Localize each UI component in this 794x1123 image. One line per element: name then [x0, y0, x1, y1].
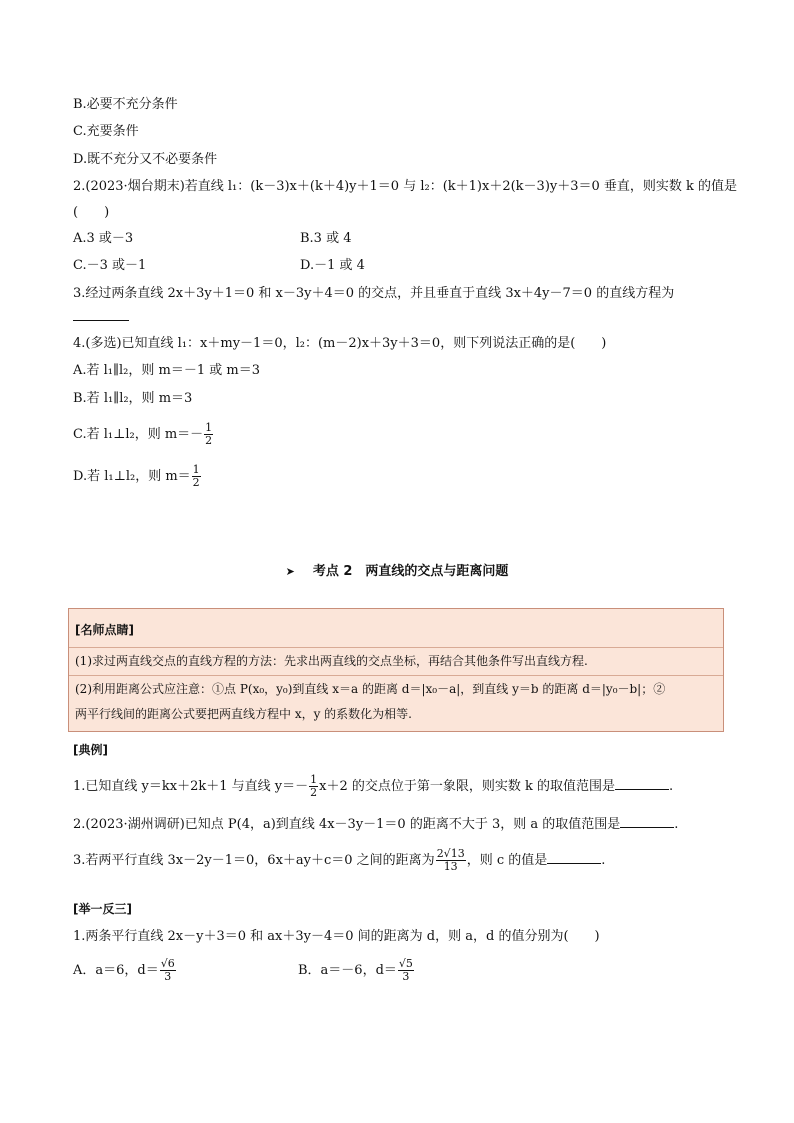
q3-answer-blank — [73, 308, 129, 327]
section-title-text: 考点 2 两直线的交点与距离问题 — [312, 564, 509, 579]
tip-divider — [69, 675, 723, 676]
period: . — [669, 779, 674, 794]
tip-point-1: (1)求过两直线交点的直线方程的方法：先求出两直线的交点坐标，再结合其他条件写出直线方程. — [75, 654, 588, 668]
q2-stem: 2.(2023·烟台期末)若直线 l₁：(k－3)x＋(k＋4)y＋1＝0 与 l₂：(k＋1)x＋2(k－3)y＋3＝0 垂直，则实数 k 的值是 — [73, 179, 738, 194]
section-title — [0, 560, 794, 579]
q3-stem: 3.经过两条直线 2x＋3y＋1＝0 和 x－3y＋4＝0 的交点，并且垂直于直线 3x＋4y－7＝0 的直线方程为 — [73, 286, 675, 301]
example-2-blank — [620, 815, 674, 828]
q4-option-d — [73, 460, 202, 494]
q1-option-d: D.既不充分又不必要条件 — [73, 152, 218, 167]
example-1-text-suffix: x＋2 的交点位于第一象限，则实数 k 的取值范围是 — [319, 779, 616, 794]
practice-1-option-b-fraction: $\frac{√5}{3}$ — [398, 957, 413, 983]
example-heading: [典例] — [73, 743, 108, 757]
period: . — [601, 853, 606, 868]
example-1-text: 1.已知直线 y＝kx＋2k＋1 与直线 y＝－ — [73, 779, 309, 794]
period: . — [674, 817, 679, 832]
q4-option-c — [73, 418, 214, 452]
example-1 — [73, 770, 673, 804]
q2-option-a: A.3 或－3 — [73, 231, 134, 246]
q2-options-row2 — [73, 257, 473, 275]
q4-option-d-fraction: $\frac{1}{2}$ — [192, 463, 200, 489]
practice-1-stem: 1.两条平行直线 2x－y＋3＝0 和 ax＋3y－4＝0 间的距离为 d，则 a，d 的值分别为( ) — [73, 929, 600, 944]
example-2-text: 2.(2023·湖州调研)已知点 P(4，a)到直线 4x－3y－1＝0 的距离不大于 3，则 a 的取值范围是 — [73, 817, 621, 832]
q4-option-a: A.若 l₁∥l₂，则 m＝－1 或 m＝3 — [73, 363, 260, 378]
q4-stem: 4.(多选)已知直线 l₁：x＋my－1＝0，l₂：(m－2)x＋3y＋3＝0，则下列说法正确的是( ) — [73, 336, 607, 351]
example-3-fraction: $\frac{2√13}{13}$ — [436, 847, 465, 873]
q1-option-b: B.必要不充分条件 — [73, 97, 178, 112]
tip-heading: [名师点睛] — [75, 623, 134, 637]
example-3-blank — [547, 851, 601, 864]
practice-1-options — [73, 953, 493, 989]
example-3-text-suffix: ，则 c 的值是 — [466, 853, 548, 868]
practice-heading: [举一反三] — [73, 902, 132, 916]
example-3-text: 3.若两平行直线 3x－2y－1＝0，6x＋ay＋c＝0 之间的距离为 — [73, 853, 435, 868]
arrow-icon: ➤ — [285, 565, 295, 578]
example-1-fraction: $\frac{1}{2}$ — [310, 773, 318, 799]
practice-1-option-b: B．a＝－6，d＝ $\frac{√5}{3}$ — [298, 957, 413, 983]
practice-1-option-a: A．a＝6，d＝ $\frac{√6}{3}$ — [73, 957, 175, 983]
example-2 — [73, 815, 678, 834]
tip-point-2b: 两平行线间的距离公式要把两直线方程中 x，y 的系数化为相等. — [75, 707, 412, 721]
q1-option-c: C.充要条件 — [73, 124, 139, 139]
q4-option-c-text: C.若 l₁⊥l₂，则 m＝－ — [73, 427, 204, 442]
q2-option-c: C.－3 或－1 — [73, 258, 147, 273]
example-1-blank — [615, 777, 669, 790]
tip-divider — [69, 647, 723, 648]
tip-point-2a: (2)利用距离公式应注意：①点 P(x₀，y₀)到直线 x＝a 的距离 d＝|x₀－a|，到直线 y＝b 的距离 d＝|y₀－b|；② — [75, 682, 666, 696]
q4-option-c-fraction: $\frac{1}{2}$ — [205, 421, 213, 447]
q2-option-d: D.－1 或 4 — [300, 258, 365, 273]
tip-box — [68, 608, 724, 732]
q2-paren: ( ) — [73, 205, 110, 220]
example-3 — [73, 842, 605, 880]
q4-option-d-text: D.若 l₁⊥l₂，则 m＝ — [73, 469, 191, 484]
q4-option-b: B.若 l₁∥l₂，则 m＝3 — [73, 391, 193, 406]
practice-1-option-a-fraction: $\frac{√6}{3}$ — [160, 957, 175, 983]
q2-options-row1 — [73, 230, 473, 248]
q2-option-b: B.3 或 4 — [300, 231, 352, 246]
